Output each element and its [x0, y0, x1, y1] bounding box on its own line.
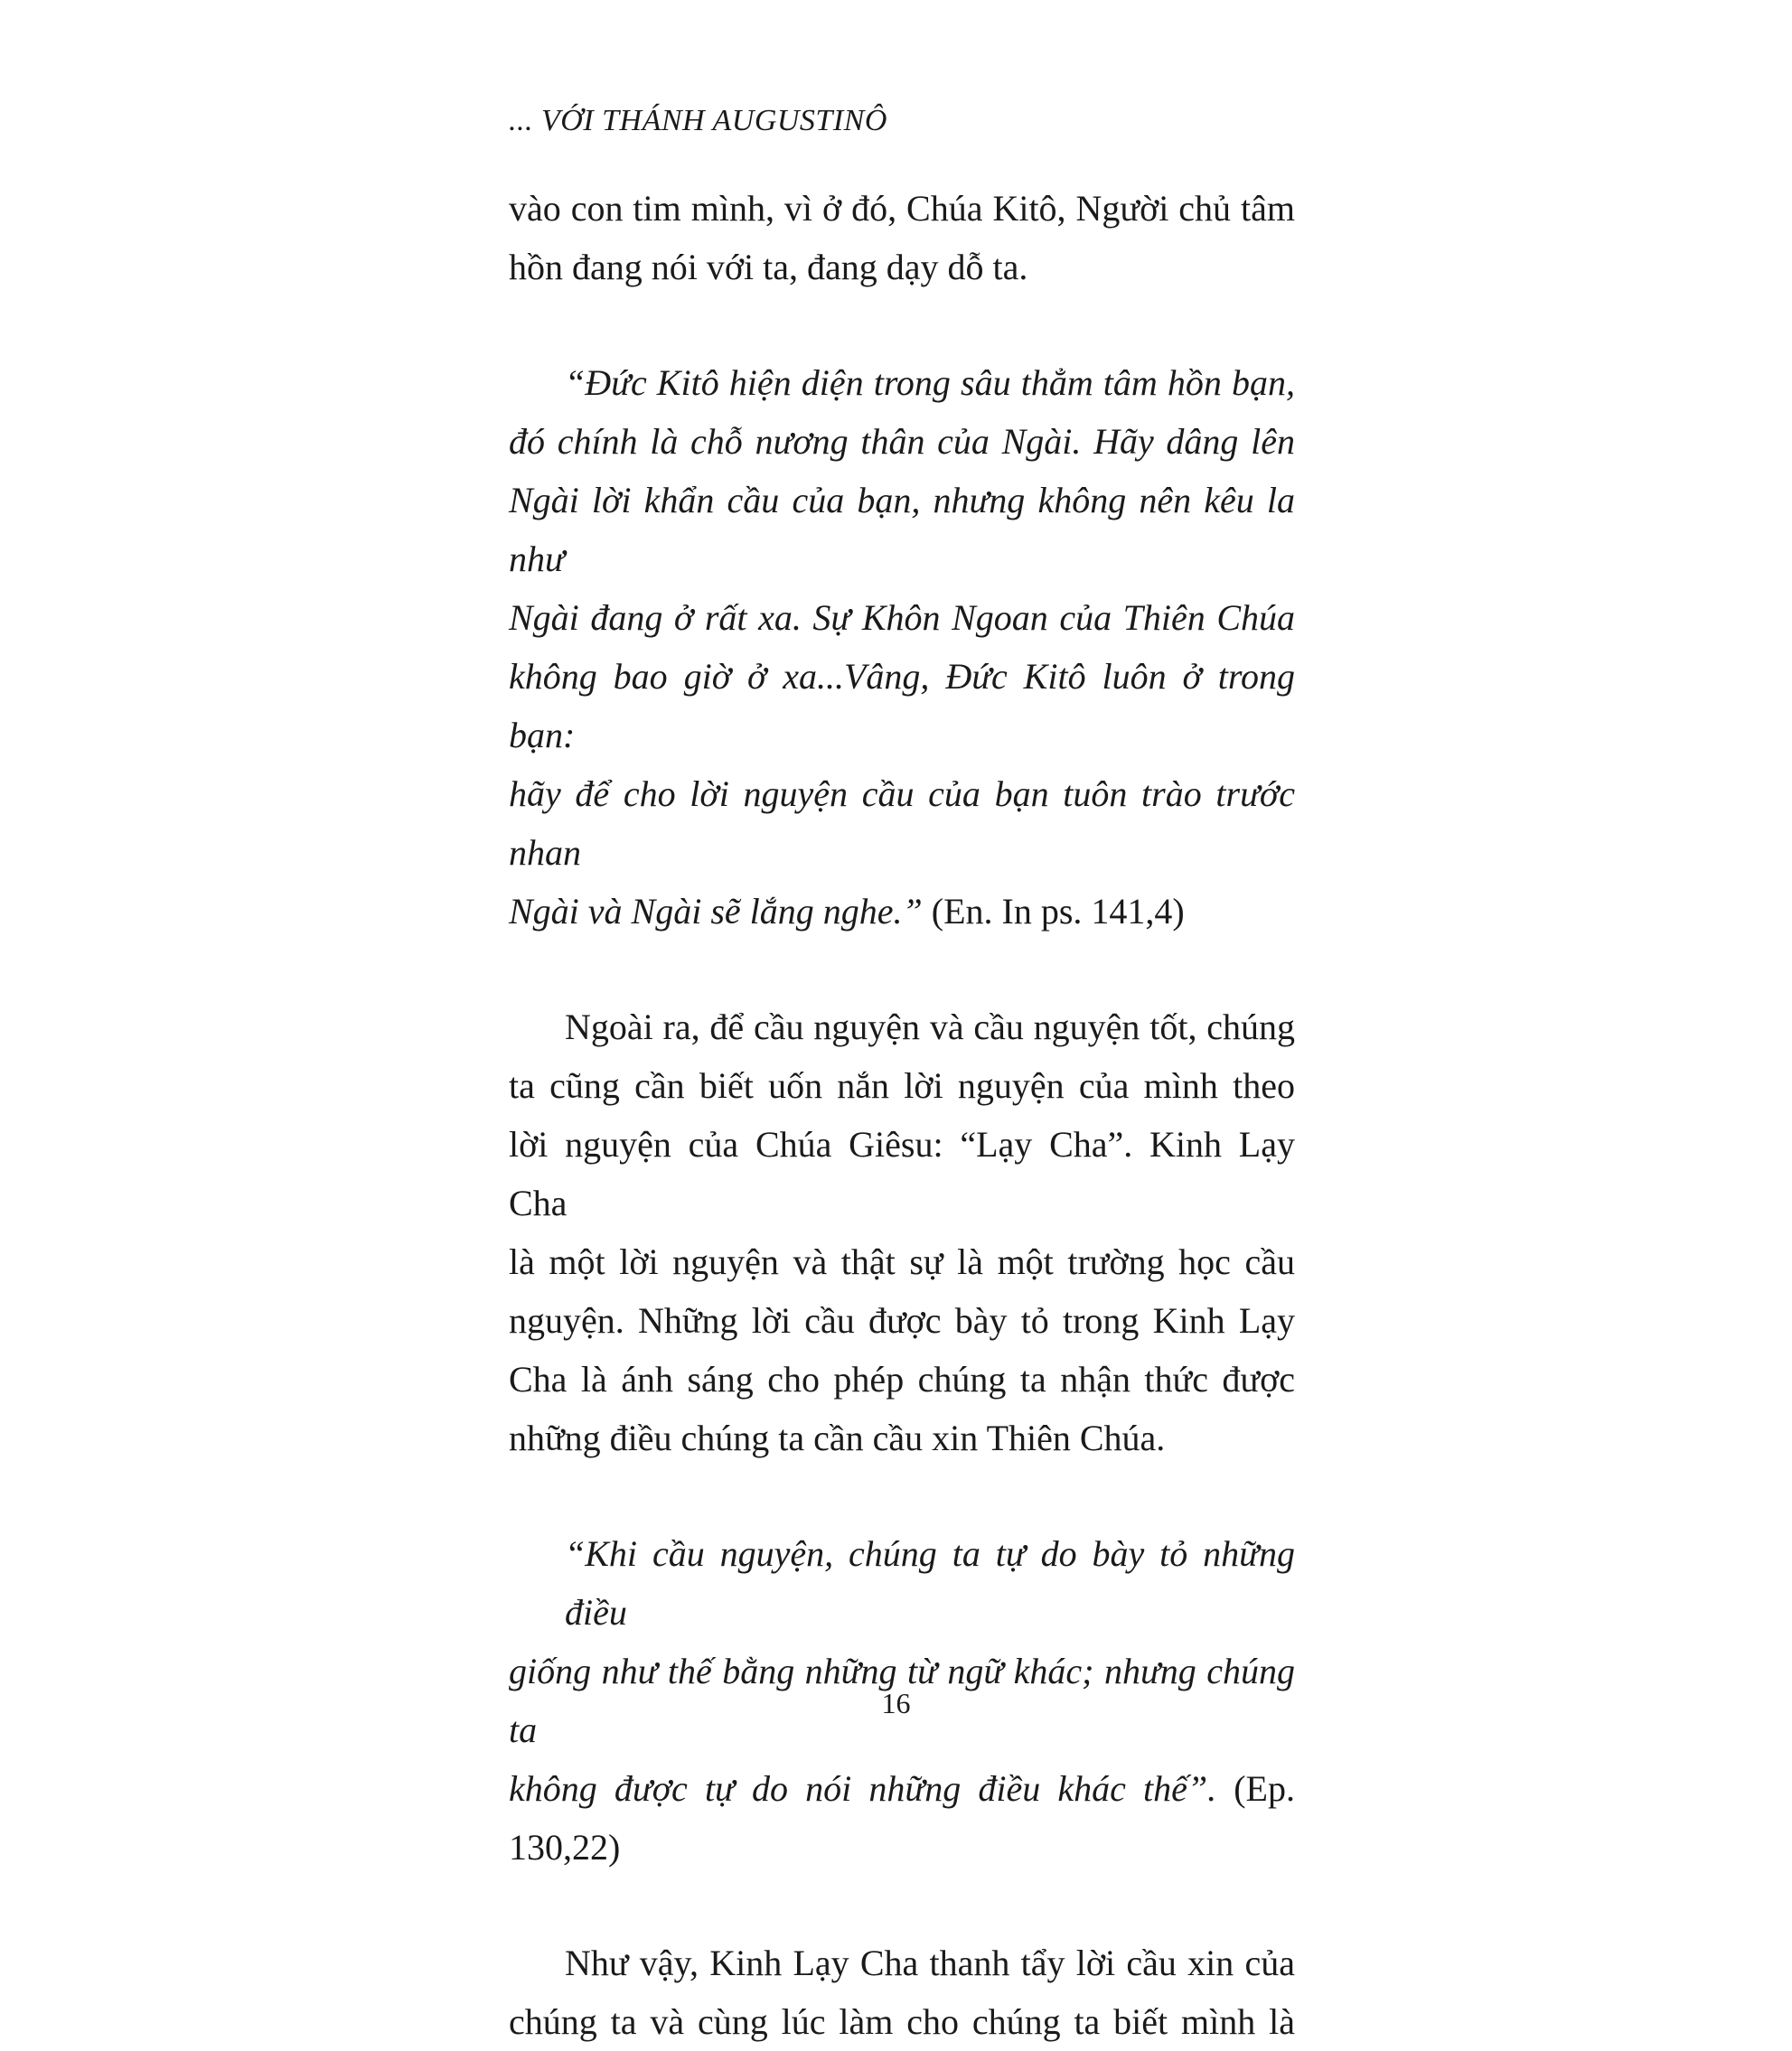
- text-line: hồn đang nói với ta, đang dạy dỗ ta.: [509, 247, 1028, 287]
- book-page: [509, 99, 1295, 2051]
- text-line: lời nguyện của Chúa Giêsu: “Lạy Cha”. Kinh Lạy Cha: [509, 1124, 1295, 1223]
- text-line: Ngoài ra, để cầu nguyện và cầu nguyện tốt, chúng: [565, 1007, 1295, 1047]
- quote-block: [509, 353, 1295, 941]
- citation: (Ep. 130,22): [509, 1768, 1295, 1868]
- page-number: 16: [881, 1687, 911, 1719]
- quote-line: đó chính là chỗ nương thân của Ngài. Hãy dâng lên: [509, 421, 1295, 462]
- paragraph-continuation: [509, 179, 1295, 296]
- quote-line: giống như thế bằng những từ ngữ khác; nhưng chúng ta: [509, 1651, 1295, 1750]
- quote-line: “Khi cầu nguyện, chúng ta tự do bày tỏ những điều: [565, 1533, 1295, 1633]
- text-line: nguyện. Những lời cầu được bày tỏ trong Kinh Lạy: [509, 1300, 1295, 1341]
- quote-line: “Đức Kitô hiện diện trong sâu thẳm tâm hồn bạn,: [565, 362, 1295, 403]
- text-line: Như vậy, Kinh Lạy Cha thanh tẩy lời cầu xin của: [565, 1943, 1295, 1983]
- quote-line: không bao giờ ở xa...Vâng, Đức Kitô luôn ở trong bạn:: [509, 656, 1295, 755]
- quote-text: không được tự do nói những điều khác thế”.: [509, 1768, 1217, 1809]
- text-line: ta cũng cần biết uốn nắn lời nguyện của mình theo: [509, 1065, 1295, 1106]
- text-line: Cha là ánh sáng cho phép chúng ta nhận thức được: [509, 1359, 1295, 1400]
- text-line: những điều chúng ta cần cầu xin Thiên Chúa.: [509, 1418, 1166, 1458]
- quote-line: Ngài đang ở rất xa. Sự Khôn Ngoan của Thiên Chúa: [509, 597, 1295, 638]
- citation: (En. In ps. 141,4): [922, 891, 1185, 932]
- paragraph: [509, 997, 1295, 1467]
- running-head: ... VỚI THÁNH AUGUSTINÔ: [509, 104, 887, 137]
- quote-line: hãy để cho lời nguyện cầu của bạn tuôn trào trước nhan: [509, 773, 1295, 873]
- paragraph: [509, 1934, 1295, 2051]
- text-line: là một lời nguyện và thật sự là một trường học cầu: [509, 1241, 1295, 1282]
- quote-text: Ngài và Ngài sẽ lắng nghe.”: [509, 891, 923, 932]
- text-line: chúng ta và cùng lúc làm cho chúng ta biết mình là: [509, 2001, 1295, 2042]
- quote-line: [509, 1759, 1295, 1877]
- quote-line: Ngài lời khẩn cầu của bạn, nhưng không nên kêu la như: [509, 480, 1295, 579]
- quote-line: [509, 882, 1295, 941]
- text-line: vào con tim mình, vì ở đó, Chúa Kitô, Người chủ tâm: [509, 188, 1295, 229]
